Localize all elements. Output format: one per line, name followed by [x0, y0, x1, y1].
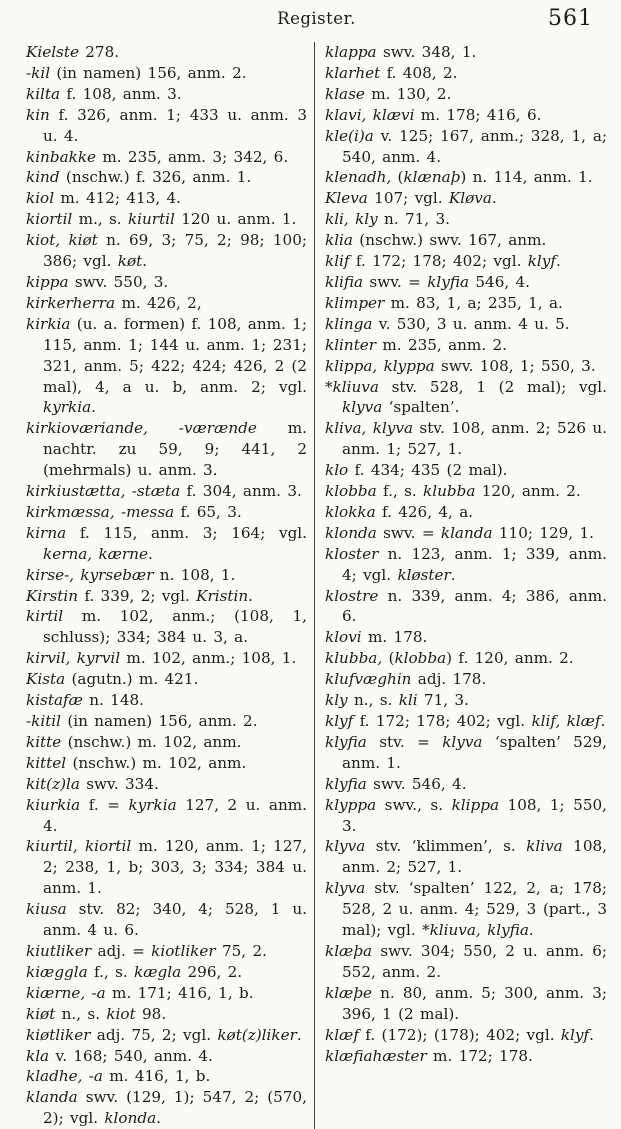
entry-headword: kly — [325, 691, 348, 710]
entry-references: m. 178; 416, 6. — [414, 105, 542, 124]
entry-headword: kirkiustætta, -stæta — [26, 482, 181, 501]
register-entry — [26, 753, 307, 774]
register-entry — [325, 272, 607, 293]
register-entry — [26, 418, 307, 481]
entry-references: n. 71, 3. — [377, 210, 450, 229]
register-entry — [26, 962, 307, 983]
entry-headword: klæþe — [325, 983, 373, 1002]
entry-references: f. 65, 3. — [174, 502, 242, 521]
entry-headword: kloster — [325, 544, 379, 563]
entry-references: (in namen) 156, anm. 2. — [61, 712, 258, 730]
register-entry — [325, 418, 607, 460]
entry-references: m. 235, anm. 3; 342, 6. — [96, 147, 289, 166]
entry-references: swv. 550, 3. — [68, 272, 169, 291]
register-entry — [26, 42, 307, 63]
entry-headword: klappa — [325, 43, 377, 61]
entry-references: 278. — [78, 43, 120, 61]
entry-references: m. 102, anm.; 108, 1. — [120, 649, 297, 668]
register-entry — [26, 481, 307, 502]
entry-references: 110; 129, 1. — [492, 523, 594, 542]
entry-headword: klonda — [325, 523, 377, 542]
entry-headword: kliva, klyva — [325, 419, 414, 438]
entry-references: n., s. — [55, 1004, 107, 1023]
entry-references: stv. 528, 1 (2 mal); vgl. — [378, 377, 607, 396]
entry-headword: klyva — [442, 732, 483, 751]
entry-references: . — [556, 252, 561, 271]
entry-references: f. = — [80, 795, 129, 814]
entry-references: stv. = — [366, 732, 443, 751]
entry-headword: klif — [325, 252, 350, 271]
entry-headword: klanda — [26, 1088, 78, 1107]
entry-references: f. 408, 2. — [380, 63, 458, 82]
entry-headword: klyva — [325, 837, 366, 856]
entry-references: adj. = — [91, 941, 152, 960]
register-entry — [26, 523, 307, 565]
register-entry — [26, 983, 307, 1004]
entry-headword: klubba, — [325, 649, 383, 668]
entry-headword: kittel — [26, 753, 67, 772]
entry-headword: klyfia — [427, 272, 470, 291]
entry-headword: kirvil, kyrvil — [26, 649, 121, 668]
entry-headword: kirna — [26, 523, 67, 542]
register-entry — [325, 63, 607, 84]
page-number: 561 — [548, 6, 593, 31]
entry-headword: klinga — [325, 314, 373, 333]
entry-headword: kilta — [26, 84, 61, 103]
register-entry — [325, 230, 607, 251]
register-entry — [325, 983, 607, 1025]
entry-headword: klavi, klævi — [325, 105, 415, 124]
entry-references: f., s. — [87, 962, 135, 981]
entry-headword: klase — [325, 84, 365, 103]
entry-headword: kippa — [26, 272, 69, 291]
entry-references: (nschw.) f. 326, anm. 1. — [59, 168, 252, 187]
entry-references: . — [450, 565, 456, 584]
entry-references: . — [491, 189, 497, 208]
entry-references: swv. 546, 4. — [366, 774, 467, 793]
register-entry — [26, 586, 307, 607]
entry-headword: Kleva — [325, 189, 368, 208]
register-entry — [325, 335, 607, 356]
entry-references: * — [325, 377, 333, 396]
entry-references: f. 426, 4, a. — [375, 502, 474, 521]
register-column-left — [26, 42, 314, 1129]
entry-headword: -kitil — [26, 712, 62, 730]
entry-headword: kiæggla — [26, 962, 88, 981]
entry-headword: kiøt — [26, 1004, 56, 1023]
entry-headword: kiærne, -a — [26, 983, 106, 1002]
entry-headword: klyfia — [325, 732, 367, 751]
register-entry — [26, 565, 307, 586]
register-entry — [325, 251, 607, 272]
entry-headword: klif, klæf — [531, 712, 601, 730]
entry-references: f. 172; 178; 402; vgl. — [349, 252, 528, 271]
entry-references: v. 168; 540, anm. 4. — [49, 1046, 213, 1065]
register-entry — [26, 293, 307, 314]
entry-headword: klanda — [440, 523, 493, 542]
entry-headword: kistafæ — [26, 691, 83, 710]
entry-headword: klubba — [423, 482, 476, 501]
entry-references: (u. a. formen) f. 108, anm. 1; 115, anm. 1; 144 u. anm. 1; 231; 321, anm. 5; 422; 424; 426, 2 (2 mal), 4, a u. b, anm. 2; vgl. — [43, 314, 307, 396]
entry-headword: klonda — [104, 1109, 157, 1128]
entry-references: f. 115, anm. 3; 164; vgl. — [66, 523, 307, 542]
entry-headword: kerna, kærne — [43, 544, 148, 563]
entry-references: 120 u. anm. 1. — [174, 210, 297, 229]
register-entry — [26, 1025, 307, 1046]
register-entry — [26, 669, 307, 690]
entry-references: swv. 348, 1. — [376, 43, 477, 61]
entry-headword: klyva — [342, 398, 383, 417]
entry-references: swv. (129, 1); 547, 2; (570, 2); vgl. — [43, 1088, 307, 1128]
entry-references: m. 412; 413, 4. — [54, 189, 182, 208]
entry-references: f. 339, 2; vgl. — [78, 586, 197, 605]
entry-headword: kinbakke — [26, 147, 97, 166]
entry-references: 546, 4. — [469, 272, 531, 291]
entry-references: v. 125; 167, anm.; 328, 1, a; 540, anm. 4. — [342, 126, 607, 166]
entry-references: 75, 2. — [215, 941, 267, 960]
entry-headword: kyrkia — [43, 398, 92, 417]
entry-references: swv. 334. — [79, 774, 159, 793]
entry-references: . — [600, 712, 606, 730]
entry-references: n. 80, anm. 5; 300, anm. 3; 396, 1 (2 mal). — [342, 983, 607, 1023]
entry-references: f. (172); (178); 402; vgl. — [358, 1025, 561, 1044]
register-entry — [26, 84, 307, 105]
register-entry — [325, 878, 607, 941]
entry-references: swv. = — [376, 523, 441, 542]
entry-references: m. 235, anm. 2. — [376, 335, 507, 354]
entry-references: swv., s. — [376, 795, 452, 814]
entry-headword: klokka — [325, 502, 376, 521]
entry-references: m. 178. — [361, 628, 428, 647]
page-title: Register. — [277, 9, 356, 28]
entry-references: 108, 1; 550, 3. — [342, 795, 607, 835]
entry-references: m. 120, anm. 1; 127, 2; 238, 1, b; 303, 3; 334; 384 u. anm. 1. — [43, 837, 307, 898]
register-entry — [325, 314, 607, 335]
register-entry — [325, 42, 607, 63]
entry-headword: kiøtliker — [26, 1025, 91, 1044]
register-entry — [26, 690, 307, 711]
entry-references: ‘spalten’ 529, anm. 1. — [342, 732, 607, 772]
entry-references: n. 148. — [82, 691, 145, 710]
register-entry — [325, 502, 607, 523]
register-entry — [26, 648, 307, 669]
entry-references: (nschw.) m. 102, anm. — [61, 732, 242, 751]
entry-headword: kliuva — [332, 377, 379, 396]
entry-references: m. 130, 2. — [364, 84, 452, 103]
register-entry — [325, 648, 607, 669]
register-entry — [325, 690, 607, 711]
entry-headword: klenadh, — [325, 168, 392, 187]
entry-headword: klo — [325, 461, 349, 480]
entry-references: 71, 3. — [417, 691, 469, 710]
entry-headword: klippa — [451, 795, 499, 814]
entry-references: n. 123, anm. 1; 339, anm. 4; vgl. — [342, 544, 607, 584]
entry-references: . — [296, 1025, 302, 1044]
entry-headword: klimper — [325, 293, 385, 312]
entry-headword: klyppa — [325, 795, 377, 814]
register-entry — [325, 627, 607, 648]
entry-headword: kirkerherra — [26, 293, 116, 312]
entry-headword: kiusa — [26, 900, 67, 919]
entry-headword: kind — [26, 168, 60, 187]
entry-references: v. 530, 3 u. anm. 4 u. 5. — [372, 314, 570, 333]
entry-headword: kitte — [26, 732, 62, 751]
register-entry — [26, 188, 307, 209]
register-entry — [26, 209, 307, 230]
entry-headword: klobba — [325, 482, 377, 501]
page-header — [26, 6, 607, 42]
entry-headword: kin — [26, 105, 50, 124]
entry-references: ) f. 120, anm. 2. — [446, 649, 574, 668]
register-entry — [26, 732, 307, 753]
entry-headword: kirkioværiande, -værænde — [26, 419, 257, 438]
register-entry — [26, 502, 307, 523]
entry-references: f. 172; 178; 402; vgl. — [353, 712, 532, 730]
entry-references: stv. ‘klimmen’, s. — [365, 837, 527, 856]
entry-headword: klyf — [527, 252, 556, 271]
entry-headword: klyva — [325, 879, 366, 898]
entry-references: m., s. — [72, 210, 128, 229]
entry-references: . — [91, 398, 96, 417]
entry-headword: klyf — [325, 712, 354, 730]
entry-references: stv. 108, anm. 2; 526 u. anm. 1; 527, 1. — [342, 419, 607, 459]
entry-headword: kli, kly — [325, 210, 378, 229]
entry-headword: klobba — [394, 649, 447, 668]
entry-headword: kiot, kiøt — [26, 231, 98, 250]
entry-headword: klyf — [560, 1025, 590, 1044]
register-entry — [325, 523, 607, 544]
register-column-right — [314, 42, 607, 1129]
entry-references: 98. — [135, 1004, 167, 1023]
entry-headword: klænaþ — [403, 168, 461, 187]
entry-references: n. 108, 1. — [153, 565, 236, 584]
entry-headword: kiotliker — [151, 941, 216, 960]
entry-references: m. 102, anm.; (108, 1, schluss); 334; 384 u. 3, a. — [43, 607, 307, 647]
register-entry — [26, 1046, 307, 1067]
entry-references: 107; vgl. — [367, 189, 449, 208]
register-entry — [26, 836, 307, 899]
entry-headword: kiurtil, kiortil — [26, 837, 132, 856]
entry-references: (nschw.) swv. 167, anm. — [352, 231, 547, 250]
register-entry — [26, 711, 307, 732]
register-entry — [325, 795, 607, 837]
entry-headword: kladhe, -a — [26, 1067, 103, 1086]
entry-references: ‘spalten’. — [382, 398, 460, 417]
entry-references: n., s. — [347, 691, 399, 710]
entry-headword: kliuva, klyfia — [429, 921, 529, 940]
register-entry — [325, 481, 607, 502]
register-entry — [325, 1025, 607, 1046]
entry-references: n. 69, 3; 75, 2; 98; 100; 386; vgl. — [43, 231, 307, 271]
entry-references: stv. 82; 340, 4; 528, 1 u. anm. 4 u. 6. — [43, 900, 307, 940]
entry-references: m. 416, 1, b. — [102, 1067, 211, 1086]
entry-references: ) n. 114, anm. 1. — [460, 168, 593, 187]
entry-headword: kirtil — [26, 607, 64, 626]
register-entry — [26, 795, 307, 837]
entry-references: . — [528, 921, 534, 940]
register-entry — [325, 711, 607, 732]
register-entry — [325, 1046, 607, 1067]
entry-references: f., s. — [376, 482, 424, 501]
entry-headword: køt(z)liker — [217, 1025, 297, 1044]
entry-headword: klovi — [325, 628, 362, 647]
entry-headword: -kil — [26, 63, 51, 82]
entry-headword: klæfiahæster — [325, 1046, 427, 1065]
entry-headword: kiurkia — [26, 795, 81, 814]
entry-headword: kirse-, kyrsebær — [26, 565, 154, 584]
entry-references: (nschw.) m. 102, anm. — [66, 753, 247, 772]
entry-headword: kit(z)la — [26, 774, 80, 793]
entry-headword: kiortil — [26, 210, 73, 229]
entry-headword: kiol — [26, 189, 55, 208]
entry-references: f. 304, anm. 3. — [180, 482, 302, 501]
entry-references: m. 426, 2, — [115, 293, 202, 312]
entry-references: 127, 2 u. anm. 4. — [43, 795, 307, 835]
entry-headword: kirkmæssa, -messa — [26, 502, 175, 521]
entry-references: adj. 75, 2; vgl. — [90, 1025, 218, 1044]
register-entry — [325, 586, 607, 628]
entry-headword: kla — [26, 1046, 50, 1065]
entry-headword: kiutliker — [26, 941, 92, 960]
register-entry — [325, 836, 607, 878]
register-entry — [26, 147, 307, 168]
register-entry — [325, 941, 607, 983]
register-entry — [325, 377, 607, 419]
entry-references: ( — [391, 168, 404, 187]
register-entry — [26, 272, 307, 293]
register-entry — [325, 356, 607, 377]
entry-references: . — [147, 544, 153, 563]
entry-headword: kløster — [397, 565, 451, 584]
register-entry — [325, 732, 607, 774]
entry-references: adj. 178. — [411, 670, 487, 689]
register-entry — [325, 544, 607, 586]
entry-headword: klostre — [325, 586, 379, 605]
register-entry — [325, 105, 607, 126]
register-entry — [325, 669, 607, 690]
register-entry — [325, 209, 607, 230]
entry-headword: kiurtil — [127, 210, 175, 229]
entry-headword: klarhet — [325, 63, 381, 82]
entry-references: 108, anm. 2; 527, 1. — [342, 837, 607, 877]
entry-references: swv. = — [363, 272, 428, 291]
entry-references: 120, anm. 2. — [475, 482, 581, 501]
entry-references: (agutn.) m. 421. — [65, 670, 199, 689]
register-entry — [26, 606, 307, 648]
entry-headword: Kielste — [26, 43, 79, 61]
register-entry — [325, 774, 607, 795]
entry-references: (in namen) 156, anm. 2. — [50, 63, 247, 82]
entry-references: m. nachtr. zu 59, 9; 441, 2 (mehrmals) u. anm. 3. — [43, 419, 307, 480]
register-entry — [325, 460, 607, 481]
entry-headword: klippa, klyppa — [325, 356, 435, 375]
entry-references: swv. 304; 550, 2 u. anm. 6; 552, anm. 2. — [342, 941, 607, 981]
entry-headword: kli — [398, 691, 418, 710]
register-entry — [26, 1087, 307, 1129]
register-entry — [26, 105, 307, 147]
entry-headword: klæþa — [325, 941, 373, 960]
entry-headword: kægla — [134, 962, 182, 981]
entry-references: . — [142, 252, 148, 271]
entry-headword: kirkia — [26, 314, 71, 333]
entry-references: swv. 108, 1; 550, 3. — [434, 356, 596, 375]
entry-references: n. 339, anm. 4; 386, anm. 6. — [342, 586, 607, 626]
register-entry — [26, 774, 307, 795]
entry-headword: klifia — [325, 272, 364, 291]
register-entry — [26, 314, 307, 419]
entry-references: m. 172; 178. — [426, 1046, 533, 1065]
entry-references: f. 434; 435 (2 mal). — [348, 461, 508, 480]
register-entry — [26, 63, 307, 84]
entry-references: f. 108, anm. 3. — [60, 84, 182, 103]
entry-references: . — [156, 1109, 161, 1128]
entry-headword: kiot — [106, 1004, 136, 1023]
entry-headword: kle(i)a — [325, 126, 374, 145]
register-entry — [26, 1004, 307, 1025]
entry-headword: Kirstin — [26, 586, 78, 605]
entry-headword: klufvæghin — [325, 670, 412, 689]
entry-references: f. 326, anm. 1; 433 u. anm. 3 u. 4. — [43, 105, 307, 145]
entry-headword: køt — [117, 252, 143, 271]
register-entry — [325, 84, 607, 105]
entry-references: . — [589, 1025, 594, 1044]
entry-references: 296, 2. — [181, 962, 243, 981]
register-entry — [325, 188, 607, 209]
entry-headword: klinter — [325, 335, 377, 354]
entry-references: stv. ‘spalten’ 122, 2, a; 178; 528, 2 u. anm. 4; 529, 3 (part., 3 mal); vgl. * — [342, 879, 607, 940]
entry-headword: klia — [325, 231, 353, 250]
register-entry — [26, 167, 307, 188]
entry-headword: klæf — [325, 1025, 359, 1044]
entry-headword: Kløva — [448, 189, 492, 208]
entry-references: ( — [382, 649, 395, 668]
register-entry — [26, 899, 307, 941]
register-entry — [26, 941, 307, 962]
entry-headword: kliva — [526, 837, 563, 856]
register-entry — [325, 293, 607, 314]
entry-references: m. 171; 416, 1, b. — [105, 983, 254, 1002]
register-entry — [325, 167, 607, 188]
entry-headword: kyrkia — [128, 795, 177, 814]
entry-references: . — [248, 586, 253, 605]
entry-references: m. 83, 1, a; 235, 1, a. — [384, 293, 563, 312]
entry-headword: Kista — [26, 670, 66, 689]
register-columns — [26, 42, 607, 1129]
entry-headword: Kristin — [196, 586, 249, 605]
register-entry — [26, 230, 307, 272]
register-entry — [325, 126, 607, 168]
entry-headword: klyfia — [325, 774, 367, 793]
